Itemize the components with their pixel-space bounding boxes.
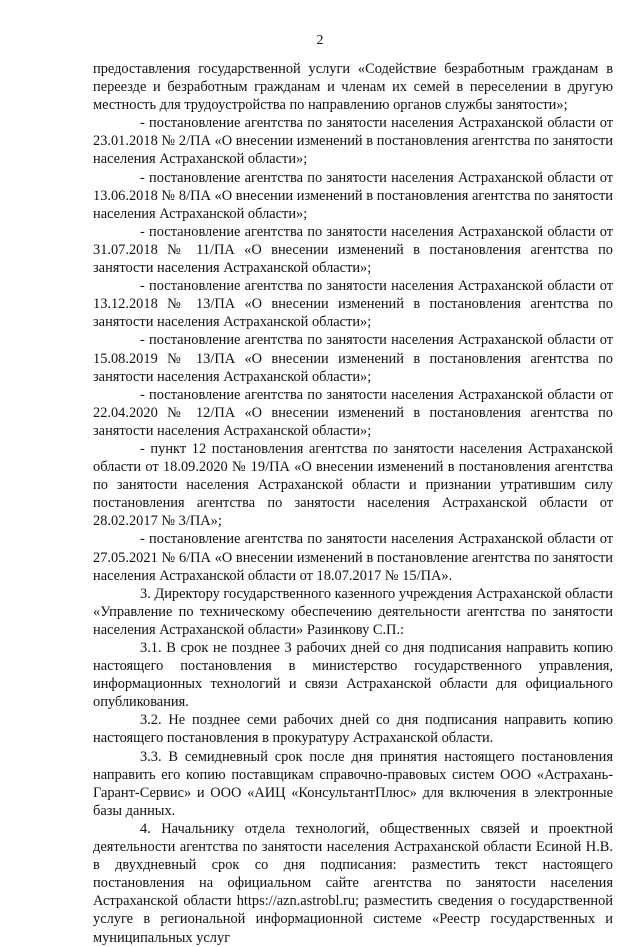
clause-3: 3. Директору государственного казенного учреждения Астраханской области «Управление по техническому обеспечению деятельности агентства по занятости населения Астраханской области» Разинкову С.П.: [93,585,613,638]
list-item-resolution-2018-12: - постановление агентства по занятости населения Астраханской области от 13.12.2018 № 13/ПА «О внесении изменений в постановления агентства по занятости населения Астраханской области»; [93,278,613,331]
list-item-resolution-2020-04: - постановление агентства по занятости населения Астраханской области от 22.04.2020 № 12/ПА «О внесении изменений в постановления агентства по занятости населения Астраханской области»; [93,386,613,439]
clause-3-3: 3.3. В семидневный срок после дня принятия настоящего постановления направить его копию поставщикам справочно-правовых систем ООО «Астрахань-Гарант-Сервис» и ООО «АИЦ «КонсультантПлюс» для включения в электронные базы данных. [93,748,613,819]
paragraph-continuation: предоставления государственной услуги «Содействие безработным гражданам в переезде и безработным гражданам и членам их семей в переселении в другую местность для трудоустройства по направлению органов службы занятости»; [93,61,613,114]
list-item-resolution-2018-07: - постановление агентства по занятости населения Астраханской области от 31.07.2018 № 11/ПА «О внесении изменений в постановления агентства по занятости населения Астраханской области»; [93,223,613,277]
page-number: 2 [316,33,324,48]
list-item-resolution-2019-08: - постановление агентства по занятости населения Астраханской области от 15.08.2019 № 13/ПА «О внесении изменений в постановления агентства по занятости населения Астраханской области»; [93,332,613,385]
list-item-resolution-2020-09: - пункт 12 постановления агентства по занятости населения Астраханской области от 18.09.2020 № 19/ПА «О внесении изменений в постановления агентства по занятости населения Астраханской области и признании утратившим силу постановления агентства по занятости населения Астраханской области от 28.02.2017 № 3/ПА»; [93,440,613,530]
list-item-resolution-2018-01: - постановление агентства по занятости населения Астраханской области от 23.01.2018 № 2/ПА «О внесении изменений в постановления агентства по занятости населения Астраханской области»; [93,115,613,168]
document-body [93,60,613,947]
list-item-resolution-2021-05: - постановление агентства по занятости населения Астраханской области от 27.05.2021 № 6/ПА «О внесении изменений в постановление агентства по занятости населения Астраханской области от 18.07.2017 № 15/ПА». [93,531,613,584]
clause-3-2: 3.2. Не позднее семи рабочих дней со дня подписания направить копию настоящего постановления в прокуратуру Астраханской области. [93,712,613,747]
list-item-resolution-2018-06: - постановление агентства по занятости населения Астраханской области от 13.06.2018 № 8/ПА «О внесении изменений в постановления агентства по занятости населения Астраханской области»; [93,169,613,222]
clause-3-1: 3.1. В срок не позднее 3 рабочих дней со дня подписания направить копию настоящего постановления в министерство государственного управления, информационных технологий и связи Астраханской области для официального опубликования. [93,640,613,711]
clause-4: 4. Начальнику отдела технологий, общественных связей и проектной деятельности агентства по занятости населения Астраханской области Есиной Н.В. в двухдневный срок со дня подписания: разместить текст настоящего постановления на официальном сайте агентства по занятости населения Астраханской области https://azn.astrobl.ru; разместить сведения о государственной услуге в региональной информационной системе «Реестр государственных и муниципальных услуг [93,820,613,946]
